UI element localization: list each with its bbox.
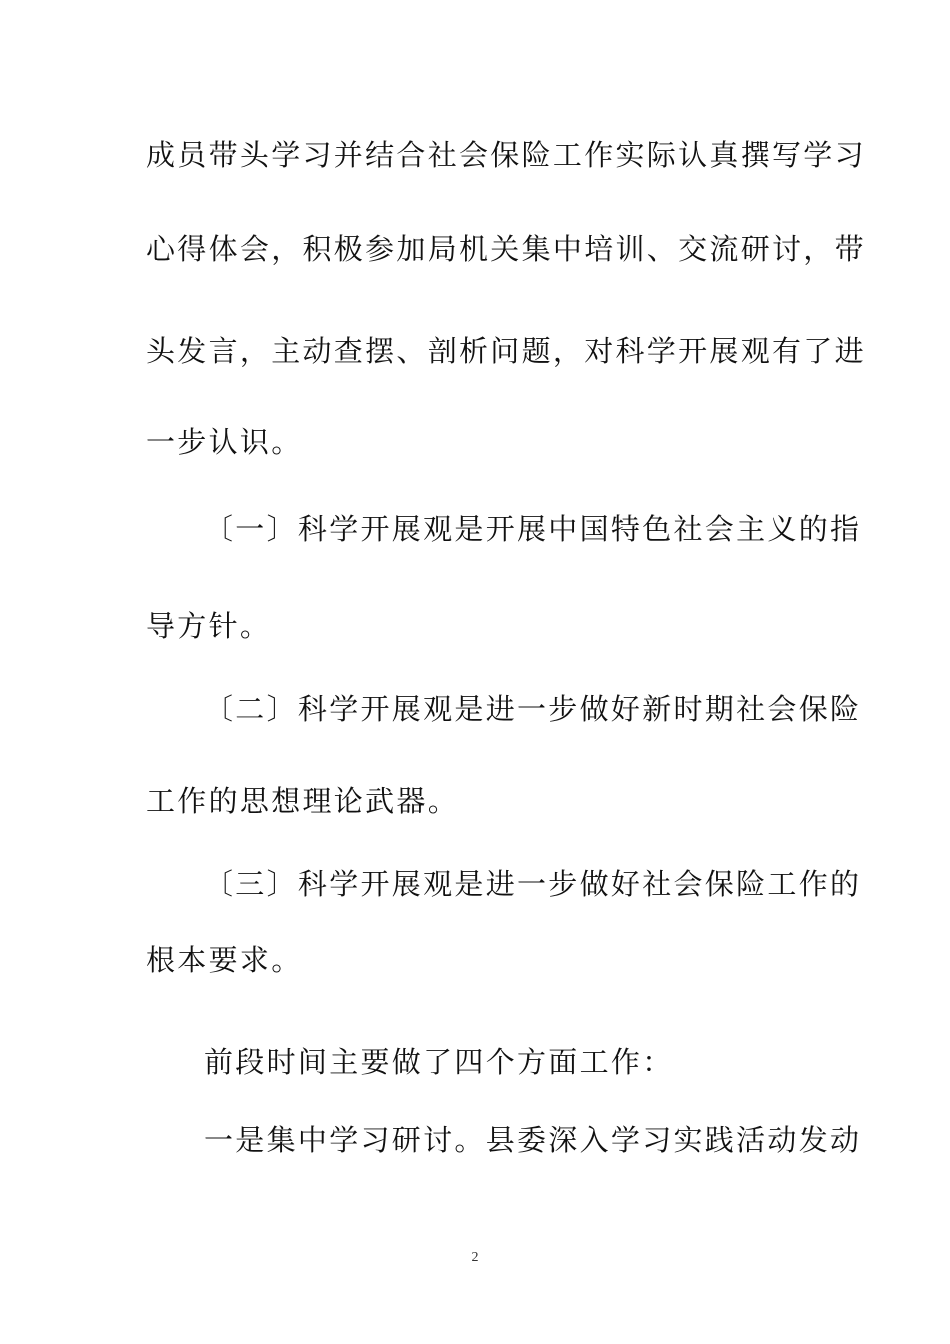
text-line: 导方针。 — [146, 609, 272, 643]
text-line: 心得体会，积极参加局机关集中培训、交流研讨，带 — [146, 232, 866, 266]
text-line: 成员带头学习并结合社会保险工作实际认真撰写学习 — [146, 138, 866, 172]
numbered-point-line: 〔一〕科学开展观是开展中国特色社会主义的指 — [204, 512, 862, 546]
paragraph-start-line: 一是集中学习研讨。县委深入学习实践活动发动 — [204, 1123, 862, 1157]
numbered-point-line: 〔三〕科学开展观是进一步做好社会保险工作的 — [204, 867, 862, 901]
section-intro-line: 前段时间主要做了四个方面工作： — [204, 1045, 674, 1079]
text-line: 一步认识。 — [146, 425, 303, 459]
numbered-point-line: 〔二〕科学开展观是进一步做好新时期社会保险 — [204, 692, 862, 726]
text-line: 工作的思想理论武器。 — [146, 784, 460, 818]
text-line: 头发言，主动查摆、剖析问题，对科学开展观有了进 — [146, 334, 866, 368]
page-number: 2 — [471, 1250, 479, 1265]
text-line: 根本要求。 — [146, 943, 303, 977]
